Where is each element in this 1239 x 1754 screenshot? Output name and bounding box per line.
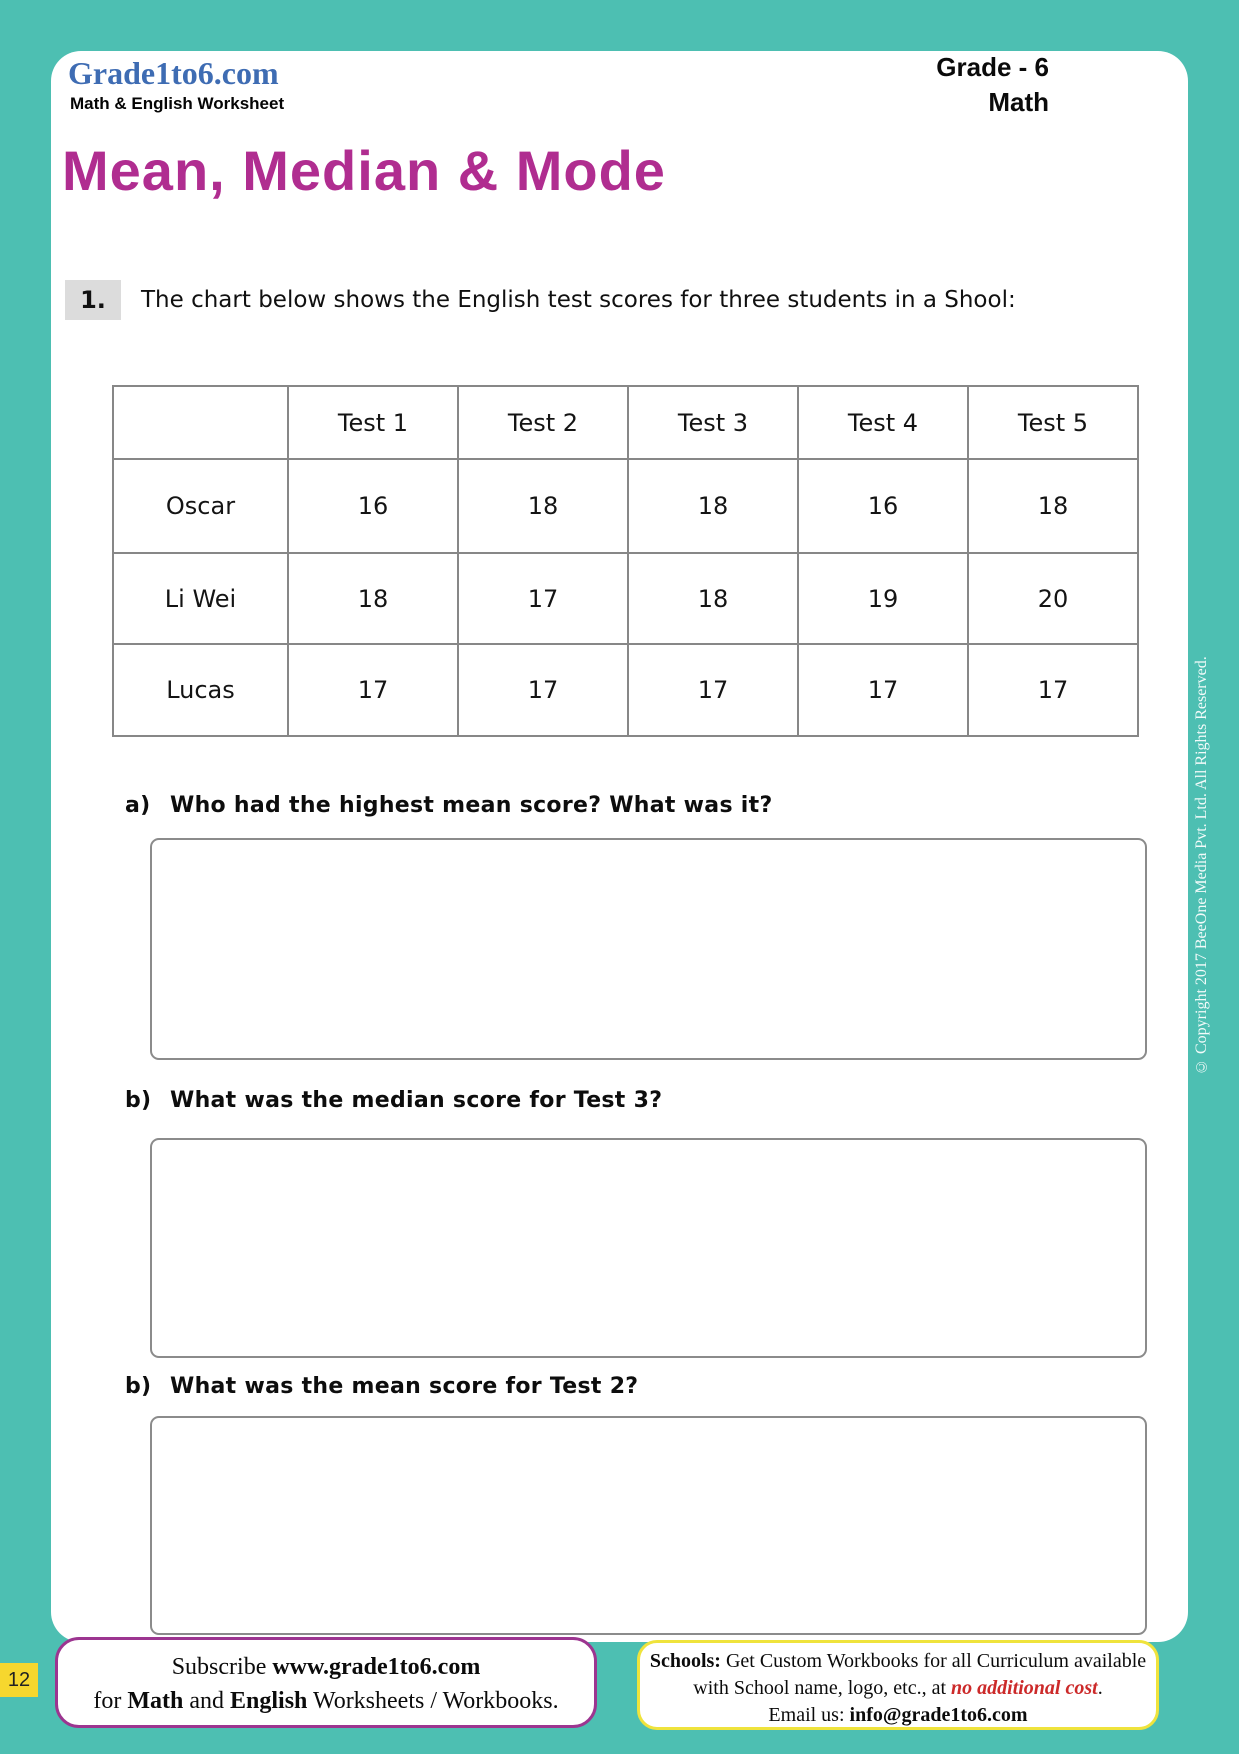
schools-email-link: info@grade1to6.com (849, 1704, 1028, 1726)
score-cell: 19 (798, 553, 968, 644)
score-cell: 18 (458, 459, 628, 553)
copyright-vertical-text: © Copyright 2017 BeeOne Media Pvt. Ltd. All Rights Reserved. (1193, 656, 1210, 1075)
grade-subject-block (936, 50, 1049, 120)
subscribe-text: and (183, 1687, 230, 1714)
question-1-row (65, 280, 1016, 320)
schools-text: . (1097, 1677, 1103, 1699)
table-corner-cell (113, 386, 288, 459)
question-text: The chart below shows the English test scores for three students in a Shool: (141, 287, 1016, 313)
score-cell: 17 (458, 553, 628, 644)
schools-footer-box (637, 1640, 1159, 1730)
schools-text: Get Custom Workbooks for all Curriculum available (720, 1650, 1147, 1672)
student-name-cell: Li Wei (113, 553, 288, 644)
score-cell: 18 (628, 553, 798, 644)
sub-question-text: Who had the highest mean score? What was it? (170, 793, 773, 818)
subscribe-text-english: English (230, 1687, 308, 1714)
table-row (113, 553, 1138, 644)
score-cell: 17 (288, 644, 458, 736)
score-cell: 16 (798, 459, 968, 553)
site-tagline: Math & English Worksheet (70, 94, 285, 113)
sub-question-label: b) (125, 1374, 152, 1399)
scores-table (112, 385, 1139, 737)
score-cell: 17 (968, 644, 1138, 736)
score-cell: 18 (288, 553, 458, 644)
table-header-cell: Test 3 (628, 386, 798, 459)
schools-text: with School name, logo, etc., at (693, 1677, 952, 1699)
table-header-cell: Test 4 (798, 386, 968, 459)
score-cell: 20 (968, 553, 1138, 644)
subscribe-text: Worksheets / Workbooks. (307, 1687, 559, 1714)
schools-label: Schools: (649, 1650, 721, 1672)
subscribe-text-math: Math (127, 1687, 184, 1714)
subscribe-line-1 (58, 1651, 594, 1685)
sub-question-b1 (125, 1088, 662, 1113)
table-row (113, 644, 1138, 736)
page-number-badge: 12 (0, 1663, 38, 1697)
student-name-cell: Lucas (113, 644, 288, 736)
sub-question-label: a) (125, 793, 151, 818)
table-header-row (113, 386, 1138, 459)
sub-question-b2 (125, 1374, 638, 1399)
subscribe-text: Subscribe (171, 1654, 273, 1680)
score-cell: 16 (288, 459, 458, 553)
sub-question-text: What was the median score for Test 3? (170, 1088, 663, 1113)
table-header-cell: Test 5 (968, 386, 1138, 459)
schools-line-1 (640, 1648, 1156, 1675)
grade-label: Grade - 6 (936, 52, 1049, 82)
answer-box-c[interactable] (150, 1416, 1147, 1635)
sub-question-text: What was the mean score for Test 2? (170, 1374, 639, 1399)
page-title: Mean, Median & Mode (62, 139, 666, 202)
student-name-cell: Oscar (113, 459, 288, 553)
subscribe-footer-box (55, 1637, 597, 1728)
table-header-cell: Test 1 (288, 386, 458, 459)
site-logo-text: Grade1to6.com (68, 55, 279, 91)
question-number: 1. (65, 280, 121, 320)
table-header-cell: Test 2 (458, 386, 628, 459)
answer-box-a[interactable] (150, 838, 1147, 1060)
score-cell: 17 (458, 644, 628, 736)
schools-line-2 (640, 1675, 1156, 1702)
subscribe-text: for (93, 1687, 128, 1714)
answer-box-b[interactable] (150, 1138, 1147, 1358)
score-cell: 17 (628, 644, 798, 736)
subject-label: Math (988, 87, 1049, 118)
score-cell: 17 (798, 644, 968, 736)
sub-question-label: b) (125, 1088, 152, 1113)
table-row (113, 459, 1138, 553)
sub-question-a (125, 793, 773, 818)
schools-text: Email us: (768, 1704, 850, 1726)
subscribe-site-link: www.grade1to6.com (272, 1654, 481, 1680)
score-cell: 18 (628, 459, 798, 553)
schools-line-3 (640, 1702, 1156, 1729)
no-additional-cost-text: no additional cost (951, 1677, 1098, 1699)
subscribe-line-2 (58, 1685, 594, 1719)
score-cell: 18 (968, 459, 1138, 553)
